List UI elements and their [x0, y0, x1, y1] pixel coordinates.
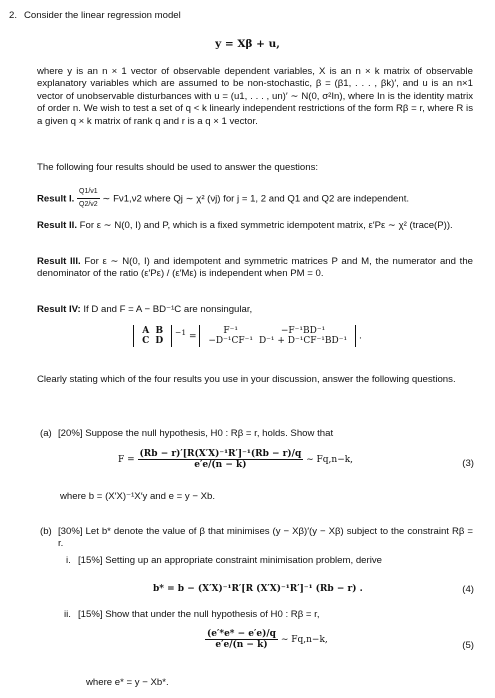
- lhs-matrix: [133, 325, 172, 347]
- ii-rhs: ∼ Fq,n−k,: [280, 635, 328, 645]
- question-lead: Consider the linear regression model: [24, 10, 181, 21]
- ii-numerator: (e′*e* − e′e)/q: [207, 629, 276, 639]
- part-b-ii-label: ii.: [64, 609, 71, 620]
- part-b-i-equation: b* = b − (X′X)⁻¹R′[R (X′X)⁻¹R′]⁻¹ (Rb − r) .: [153, 584, 363, 594]
- part-b-i-text: [15%] Setting up an appropriate constraint minimisation problem, derive: [78, 555, 382, 566]
- rhs-matrix: [199, 325, 356, 347]
- F-denominator: e′e/(n − k): [194, 460, 247, 470]
- F-lhs: F =: [118, 455, 135, 465]
- part-a-equation: [118, 449, 353, 470]
- ii-denominator: e′e/(n − k): [215, 640, 268, 650]
- lhs-b: B: [155, 326, 164, 336]
- result-3-label: Result III.: [37, 256, 81, 267]
- result-1-numerator: Q1/ν1: [77, 186, 100, 199]
- part-a-text: [20%] Suppose the null hypothesis, H0 : Rβ = r, holds. Show that: [58, 428, 334, 439]
- matrix-inverse-equation: [0, 325, 495, 347]
- question-number: 2.: [9, 10, 18, 21]
- part-b-text: [30%] Let b* denote the value of β that minimises (y − Xβ)′(y − Xβ) subject to the constraint Rβ = r.: [58, 526, 473, 550]
- part-a-where: where b = (X′X)⁻¹X′y and e = y − Xb.: [60, 491, 216, 502]
- ii-fraction: [205, 629, 278, 650]
- lhs-c: C: [142, 336, 150, 346]
- result-4-label: Result IV:: [37, 304, 81, 315]
- result-3: [37, 256, 473, 281]
- rhs-22: D⁻¹ + D⁻¹CF⁻¹BD⁻¹: [258, 336, 348, 346]
- result-3-text: For ε ∼ N(0, I) and idempotent and symmetric matrices P and M, the numerator and the denominator of the ratio (ε′Pε) / (ε′Mε) is independent when PM = 0.: [37, 256, 473, 280]
- result-2-text: For ε ∼ N(0, I) and P, which is a fixed symmetric idempotent matrix, ε′Pε ∼ χ² (trace(P)).: [79, 220, 453, 231]
- part-b-ii-text: [15%] Show that under the null hypothesis of H0 : Rβ = r,: [78, 609, 320, 620]
- part-b-ii-equation: [205, 629, 328, 650]
- model-description: where y is an n × 1 vector of observable dependent variables, X is an n × k matrix of observable explanatory variables which are assumed to be non-stochastic, β = (β1, . . . , βk)′, and u is an n×1 vector of unobservable disturbances with u = (u1, . . . , un)′ ∼ N(0, σ²In), where In is the identity matrix of order n. We wish to test a set of q < k linearly independent restrictions of the form Rβ = r, where R is a given q × k matrix of rank q and r is a q × 1 vector.: [37, 66, 473, 127]
- result-1: [37, 186, 473, 212]
- eq-number-4: (4): [462, 584, 474, 595]
- result-2-label: Result II.: [37, 220, 77, 231]
- part-a-label: (a): [40, 428, 52, 439]
- F-rhs: ∼ Fq,n−k,: [306, 455, 354, 465]
- rhs-21: −D⁻¹CF⁻¹: [208, 336, 253, 346]
- result-1-fraction: [77, 186, 100, 212]
- instructions: Clearly stating which of the four results you use in your discussion, answer the following questions.: [37, 374, 456, 385]
- part-b-where: where e* = y − Xb*.: [86, 677, 169, 688]
- eq-number-5: (5): [462, 640, 474, 651]
- rhs-12: −F⁻¹BD⁻¹: [280, 326, 326, 336]
- rhs-11: F⁻¹: [223, 326, 238, 336]
- result-1-denominator: Q2/ν2: [79, 201, 98, 209]
- lhs-a: A: [142, 326, 150, 336]
- part-b-label: (b): [40, 526, 52, 537]
- result-4: [37, 304, 473, 316]
- results-intro: The following four results should be used to answer the questions:: [37, 162, 319, 173]
- lhs-d: D: [155, 336, 164, 346]
- result-2: [37, 220, 473, 232]
- eq-number-3: (3): [462, 458, 474, 469]
- result-1-text: ∼ Fν1,ν2 where Qj ∼ χ² (νj) for j = 1, 2 and Q1 and Q2 are independent.: [102, 193, 410, 205]
- model-equation: y = Xβ + u,: [215, 38, 280, 50]
- result-4-text: If D and F = A − BD⁻¹C are nonsingular,: [83, 304, 253, 315]
- F-numerator: (Rb − r)′[R(X′X)⁻¹R′]⁻¹(Rb − r)/q: [139, 449, 302, 459]
- part-b-i-label: i.: [66, 555, 71, 566]
- equation-period: .: [358, 331, 362, 342]
- inverse-equals: $^{-1}$ =: [175, 327, 200, 342]
- F-fraction: [138, 449, 304, 470]
- result-1-label: Result I.: [37, 193, 75, 205]
